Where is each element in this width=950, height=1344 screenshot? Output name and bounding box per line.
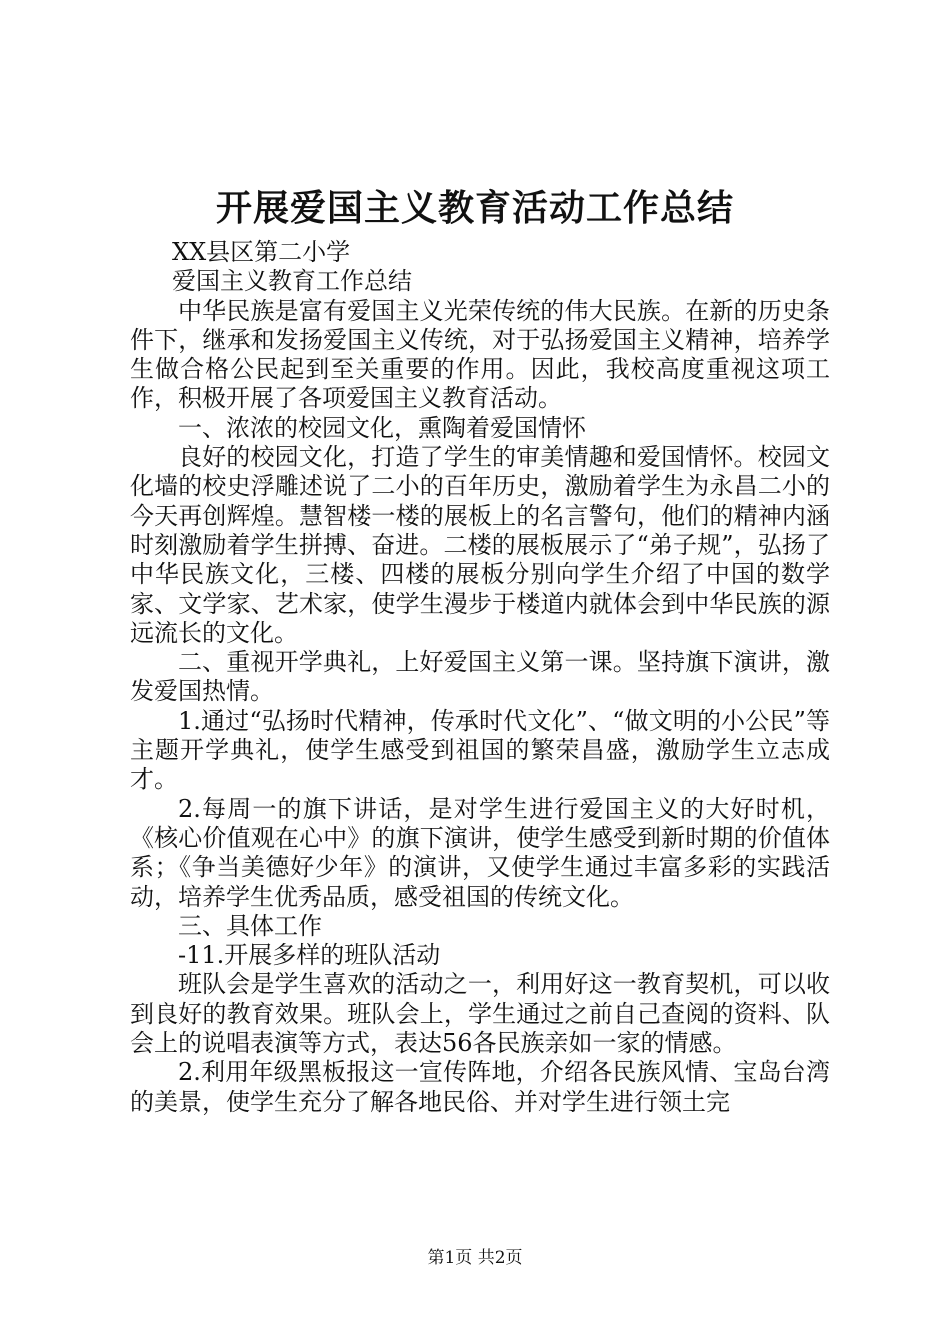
page-footer: 第1页 共2页 [427, 1248, 523, 1268]
intro-paragraph: 中华民族是富有爱国主义光荣传统的伟大民族。在新的历史条件下，继承和发扬爱国主义传统，对于弘扬爱国主义精神，培养学生做合格公民起到至关重要的作用。因此，我校高度重视这项工作，积极开展了各项爱国主义教育活动。 [130, 296, 830, 413]
section-3-item-2: 2.利用年级黑板报这一宣传阵地，介绍各民族风情、宝岛台湾的美景，使学生充分了解各地民俗、并对学生进行领土完 [130, 1058, 830, 1116]
subtitle-line: 爱国主义教育工作总结 [172, 267, 412, 296]
section-3-item-1-heading: -11.开展多样的班队活动 [178, 941, 441, 970]
section-heading-1: 一、浓浓的校园文化，熏陶着爱国情怀 [178, 413, 586, 442]
document-title: 开展爱国主义教育活动工作总结 [215, 187, 734, 229]
section-heading-2: 二、重视开学典礼，上好爱国主义第一课。坚持旗下演讲，激发爱国热情。 [130, 648, 830, 706]
document-body [130, 238, 830, 1117]
section-1-paragraph: 良好的校园文化，打造了学生的审美情趣和爱国情怀。校园文化墙的校史浮雕述说了二小的百年历史，激励着学生为永昌二小的今天再创辉煌。慧智楼一楼的展板上的名言警句，他们的精神内涵时刻激励着学生拼搏、奋进。二楼的展板展示了“弟子规”，弘扬了中华民族文化，三楼、四楼的展板分别向学生介绍了中国的数学家、文学家、艺术家，使学生漫步于楼道内就体会到中华民族的源远流长的文化。 [130, 443, 830, 647]
school-name-line: XX县区第二小学 [172, 238, 351, 266]
section-2-item-2: 2.每周一的旗下讲话，是对学生进行爱国主义的大好时机，《核心价值观在心中》的旗下演讲，使学生感受到新时期的价值体系；《争当美德好少年》的演讲，又使学生通过丰富多彩的实践活动，培养学生优秀品质，感受祖国的传统文化。 [130, 794, 830, 911]
section-2-item-1: 1.通过“弘扬时代精神，传承时代文化”、“做文明的小公民”等主题开学典礼，使学生感受到祖国的繁荣昌盛，激励学生立志成才。 [130, 706, 830, 794]
section-heading-3: 三、具体工作 [178, 911, 322, 940]
section-3-item-1-paragraph: 班队会是学生喜欢的活动之一，利用好这一教育契机，可以收到良好的教育效果。班队会上，学生通过之前自己查阅的资料、队会上的说唱表演等方式，表达56各民族亲如一家的情感。 [130, 970, 830, 1058]
